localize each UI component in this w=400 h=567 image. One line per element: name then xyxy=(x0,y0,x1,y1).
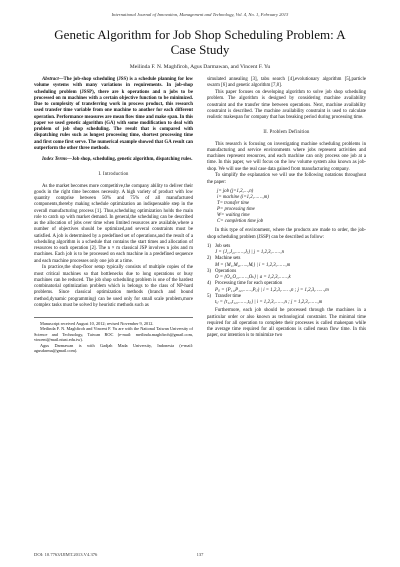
definition-expression: J = {J₁,J₂,……,Jⱼ} | j = 1,2,3,……,n xyxy=(215,250,284,256)
definition-expression: M = {M₁,M₂,…..,Mᵢ} | i = 1,2,3,……,m xyxy=(215,262,291,268)
footnote-authors-1: Meilinda F. N. Maghfiroh and Vincent F. Yu are with the National Taiwan University of Science and Technology, Taiwan ROC (e-mail: meilinda.maghfiroh@gmail.com, vincent@mail.ntust.edu.tw). xyxy=(34,326,193,343)
index-terms-text: —Job shop, scheduling, genetic algorithm, dispatching rules. xyxy=(67,157,193,162)
right-paragraph-1: This paper focuses on developing algorithm to solve job shop scheduling problem. The algorithm is designed by considering machine availability constraint and the transfer time between operations. Next, machine availability constraint is described. The machine availability constraint is used to calculate realistic makespan for company that has breaking period during processing time. xyxy=(207,90,366,120)
paper-authors: Meilinda F. N. Maghfiroh, Agus Darmawan, and Vincent F. Yu xyxy=(129,64,271,70)
footnote-authors-2: Agus Darmawan is with Gadjah Mada University, Indonesia (e-mail: agusdarma@gmail.com). xyxy=(34,342,193,354)
page-number: 137 xyxy=(196,552,204,557)
journal-header: International Journal of Innovation, Management and Technology, Vol. 4, No. 1, February 2013 xyxy=(111,12,289,17)
footnotes xyxy=(34,317,193,353)
definition-expression: Pᵢⱼ = {P₁₁,P₁₂,……,Pᵢⱼ} | i = 1,2,3,……,n ; j = 1,2,3,……,m xyxy=(215,287,329,293)
notation-item: W= waiting time xyxy=(217,213,250,219)
notation-list xyxy=(217,189,366,226)
notation-item: T= transfer time xyxy=(217,200,250,206)
intro-paragraph-2: In practice,the shop-floor setup typically consists of multiple copies of the most critical machines so that bottlenecks due to long operations or busy machines can be reduced. The job shop scheduling problem is one of the hardest combinatorial optimization problem which is belongs to the class of NP-hard problems. Since classical optimization methods (branch and bound method,dynamic programming) can be used only for small scale problem,more complex tasks must be solved by heuristic methods such as xyxy=(34,265,193,308)
section-heading-introduction: I. Introduction xyxy=(98,172,129,178)
doi-label: DOI: 10.7763/IJIMT.2013.V4.376 xyxy=(34,552,98,557)
right-paragraph-5: Furthermore, each job should be processed through the machines in a particular order or also known as technological constraint. The minimal time required for all operation to complete their processes is called makespan while the average time required for all operations is called mean flow time. In this paper, our intention is to minimize two xyxy=(207,308,366,339)
section-heading-problem-definition: II. Problem Definition xyxy=(263,130,310,136)
definition-item: 4) Processing time for each operation xyxy=(207,281,283,287)
definition-expression: tᵢⱼ = {t₁₁,t₁₂,……,tᵢⱼ} | i = 1,2,3,……,n ; j = 1,2,3,……,m xyxy=(215,300,323,306)
left-column xyxy=(34,77,193,353)
definition-list xyxy=(207,244,366,307)
definition-item: 1) Job sets xyxy=(207,243,231,249)
notation-item: P= processing time xyxy=(217,207,255,213)
definition-item: 2) Machine sets xyxy=(207,256,241,262)
abstract-label: Abstract xyxy=(42,77,59,82)
definition-item: 5) Transfer time xyxy=(207,293,242,299)
intro-paragraph-1: As the market becomes more competitive,the company ability to deliver their goods in the right time becomes necessity. A high variety of product with low quantity comprise between 50% and 75% of all manufactured components,thereby making schedule optimization an indispensable step in the overall manufacturing process [1]. Thus,scheduling optimization holds the main role to catch up with market demand. In general,the scheduling can be described as the allocation of jobs over time when limited resources are available,where a number of objectives should be optimized,and several constraints must be satisfied. A job is determined by a predefined set of operations,and the result of a scheduling algorithm is a schedule that contains the start times and allocation of resources to each operation [2]. The n × m classical JSP involves n jobs and m machines. Each job is to be processed on each machine in a predefined sequence and each machine processes only one job at a time. xyxy=(34,183,193,264)
notation-item: C= completion time job xyxy=(217,219,264,225)
definition-item: 3) Operations xyxy=(207,268,237,274)
notation-item: j= job (j=1,2,…,n) xyxy=(217,188,254,194)
index-terms-label: Index Terms xyxy=(42,157,67,162)
right-column xyxy=(207,77,366,353)
footer-spacer xyxy=(255,552,366,557)
abstract xyxy=(34,77,193,152)
two-column-body xyxy=(34,77,366,353)
right-paragraph-2: This research is focusing on investigating machine scheduling problems in manufacturing and service environments where jobs represent activities and machines represent resources, and each machine can only process one job at a time. In this paper, we will focus on the low volume system also known as job-shop. We will use the real case data gained from manufacturing company. xyxy=(207,141,366,172)
right-paragraph-4: In this type of environment, where the products are made to order, the job-shop scheduling problem (JSSP) can be described as follow: xyxy=(207,228,366,240)
right-paragraph-0: simulated annealing [3], tabu search [4],evolutionary algorithm [5],particle swarm [6] and genetic algorithm [7,8]. xyxy=(207,77,366,89)
notation-item: i= machine (i=1,2,……,m) xyxy=(217,194,269,200)
footnote-received: Manuscript received August 10, 2012; revised November 9, 2012. xyxy=(40,321,154,326)
index-terms xyxy=(34,157,193,163)
abstract-text: —The job-shop scheduling (JSS) is a schedule planning for low volume systems with many variations in requirements. In job-shop scheduling problem (JSSP), there are k operations and n jobs to be processed on m machines with a certain objective function to be minimized. Due to complexity of transferring work in process product, this research used transfer time variable from one machine to another for each different operation. Performance measures are mean flow time and make span. In this paper we used genetic algorithm (GA) with some modification to deal with problem of job shop scheduling. The result that is compared with dispatching rules such as longest processing time, shortest processing time and first come first serve. The numerical example showed that GA result can outperform the other three methods. xyxy=(34,77,193,151)
paper-title: Genetic Algorithm for Job Shop Scheduling Problem: A Case Study xyxy=(54,27,346,57)
right-paragraph-3: To simplify the explanation we will use the following notations throughout the paper: xyxy=(207,173,366,185)
page-footer xyxy=(34,552,366,557)
definition-expression: O = {O₁,O₂,……,Oₖ} | a = 1,2,3,……,k xyxy=(215,275,291,281)
